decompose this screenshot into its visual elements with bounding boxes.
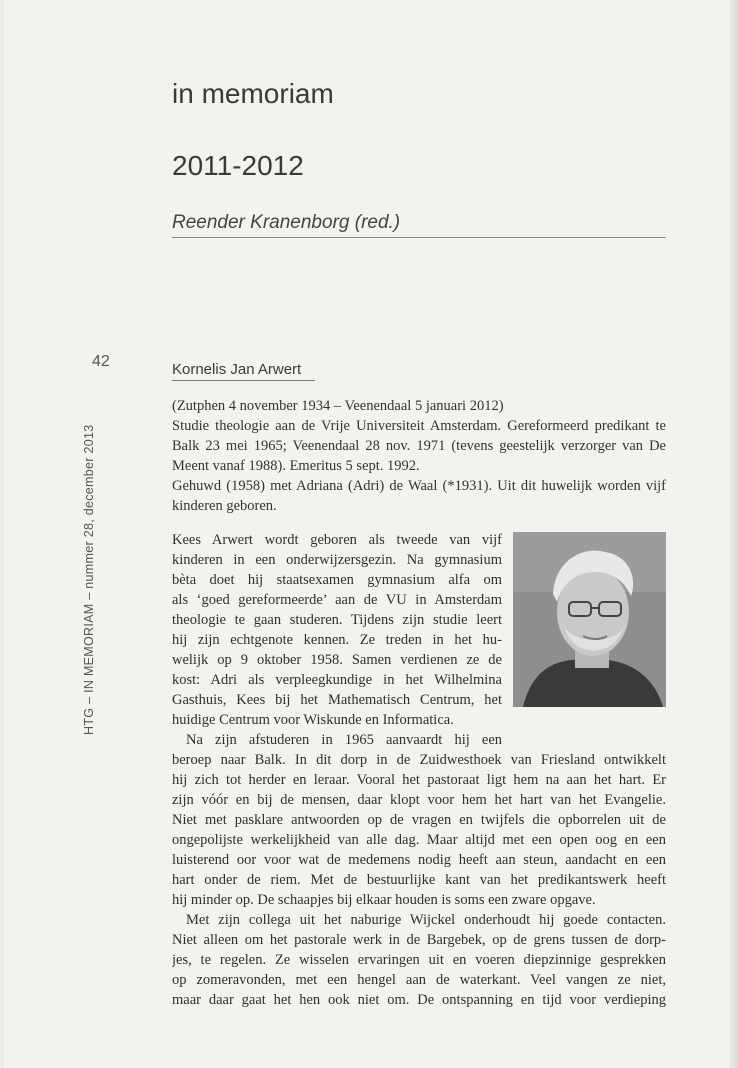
article-line: welijk op 9 oktober 1958. Samen verdienen ze de xyxy=(172,652,502,668)
article-line: Gasthuis, Kees bij het Mathematisch Centrum, het xyxy=(172,692,502,708)
article-line: als ‘goed gereformeerde’ aan de VU in Amsterdam xyxy=(172,592,502,608)
page-right-edge xyxy=(730,0,738,1068)
article-body xyxy=(172,530,666,1010)
editor-credit: Reender Kranenborg (red.) xyxy=(172,212,401,233)
article-line: maar daar gaat het hen ook niet om. De ontspanning en tijd voor verdieping xyxy=(172,992,666,1008)
article-line: kost: Adri als verpleegkundige in het Wilhelmina xyxy=(172,672,502,688)
article-line: kinderen in een onderwijzersgezin. Na gymnasium xyxy=(172,552,502,568)
article-line: Niet alleen om het pastorale werk in de Bargebek, op de grens tussen de dorp- xyxy=(172,932,666,948)
article-line: theologie te gaan studeren. Tijdens zijn studie leert xyxy=(172,612,502,628)
article-line: hij minder op. De schaapjes bij elkaar houden is soms een zware opgave. xyxy=(172,892,596,908)
article-line: beroep naar Balk. In dit dorp in de Zuidwesthoek van Friesland ontwikkelt xyxy=(172,752,666,768)
article-line: hij zijn echtgenote kennen. Ze treden in het hu- xyxy=(172,632,502,648)
bio-dates: (Zutphen 4 november 1934 – Veenendaal 5 januari 2012) xyxy=(172,398,504,414)
bio-marriage: Gehuwd (1958) met Adriana (Adri) de Waal (*1931). Uit dit huwelijk worden vijf kinderen geboren. xyxy=(172,478,666,514)
article-line: Met zijn collega uit het naburige Wijckel onderhoudt hij goede contacten. xyxy=(186,912,666,928)
subject-name: Kornelis Jan Arwert xyxy=(172,361,302,378)
subject-rule-divider xyxy=(172,380,315,381)
article-line: hart onder de riem. Met de bestuurlijke kant van het predikantswerk heeft xyxy=(172,872,666,888)
article-line: ongepolijste werkelijkheid van alle dag. Maar altijd met een open oog en een xyxy=(172,832,666,848)
running-head: HTG – IN MEMORIAM – nummer 28, december 2013 xyxy=(82,424,96,735)
article-line: zijn vóór en bij de mensen, daar klopt voor hem het hart van het Evangelie. xyxy=(172,792,666,808)
article-line: Niet met pasklare antwoorden op de vragen en twijfels die opborrelen uit de xyxy=(172,812,666,828)
biography-block xyxy=(172,396,666,516)
article-line: op zomeravonden, met een hengel aan de waterkant. Veel vangen ze niet, xyxy=(172,972,666,988)
article-line: huidige Centrum voor Wiskunde en Informatica. xyxy=(172,712,454,728)
article-line: jes, te regelen. Ze wisselen ervaringen uit en voeren diepzinnige gesprekken xyxy=(172,952,666,968)
article-line: Kees Arwert wordt geboren als tweede van vijf xyxy=(172,532,502,548)
article-line: Na zijn afstuderen in 1965 aanvaardt hij een xyxy=(186,732,502,748)
editor-rule-divider xyxy=(172,237,666,238)
page-left-edge xyxy=(0,0,4,1068)
page-number: 42 xyxy=(92,353,110,370)
section-title: in memoriam xyxy=(172,78,334,109)
article-line: luisterend oor voor wat de medemens nodig heeft aan steun, aandacht en een xyxy=(172,852,666,868)
article-line: hij zich tot herder en leraar. Vooral het pastoraat ligt hem na aan het hart. Er xyxy=(172,772,666,788)
bio-career: Studie theologie aan de Vrije Universiteit Amsterdam. Gereformeerd predikant te Balk 23 mei 1965; Veenendaal 28 nov. 1971 (tevens geestelijk verzorger van De Meent vanaf 1988). Emeritus 5 sept. 1992. xyxy=(172,418,666,474)
section-years: 2011-2012 xyxy=(172,150,304,181)
article-line: bèta doet hij staatsexamen gymnasium alfa om xyxy=(172,572,502,588)
